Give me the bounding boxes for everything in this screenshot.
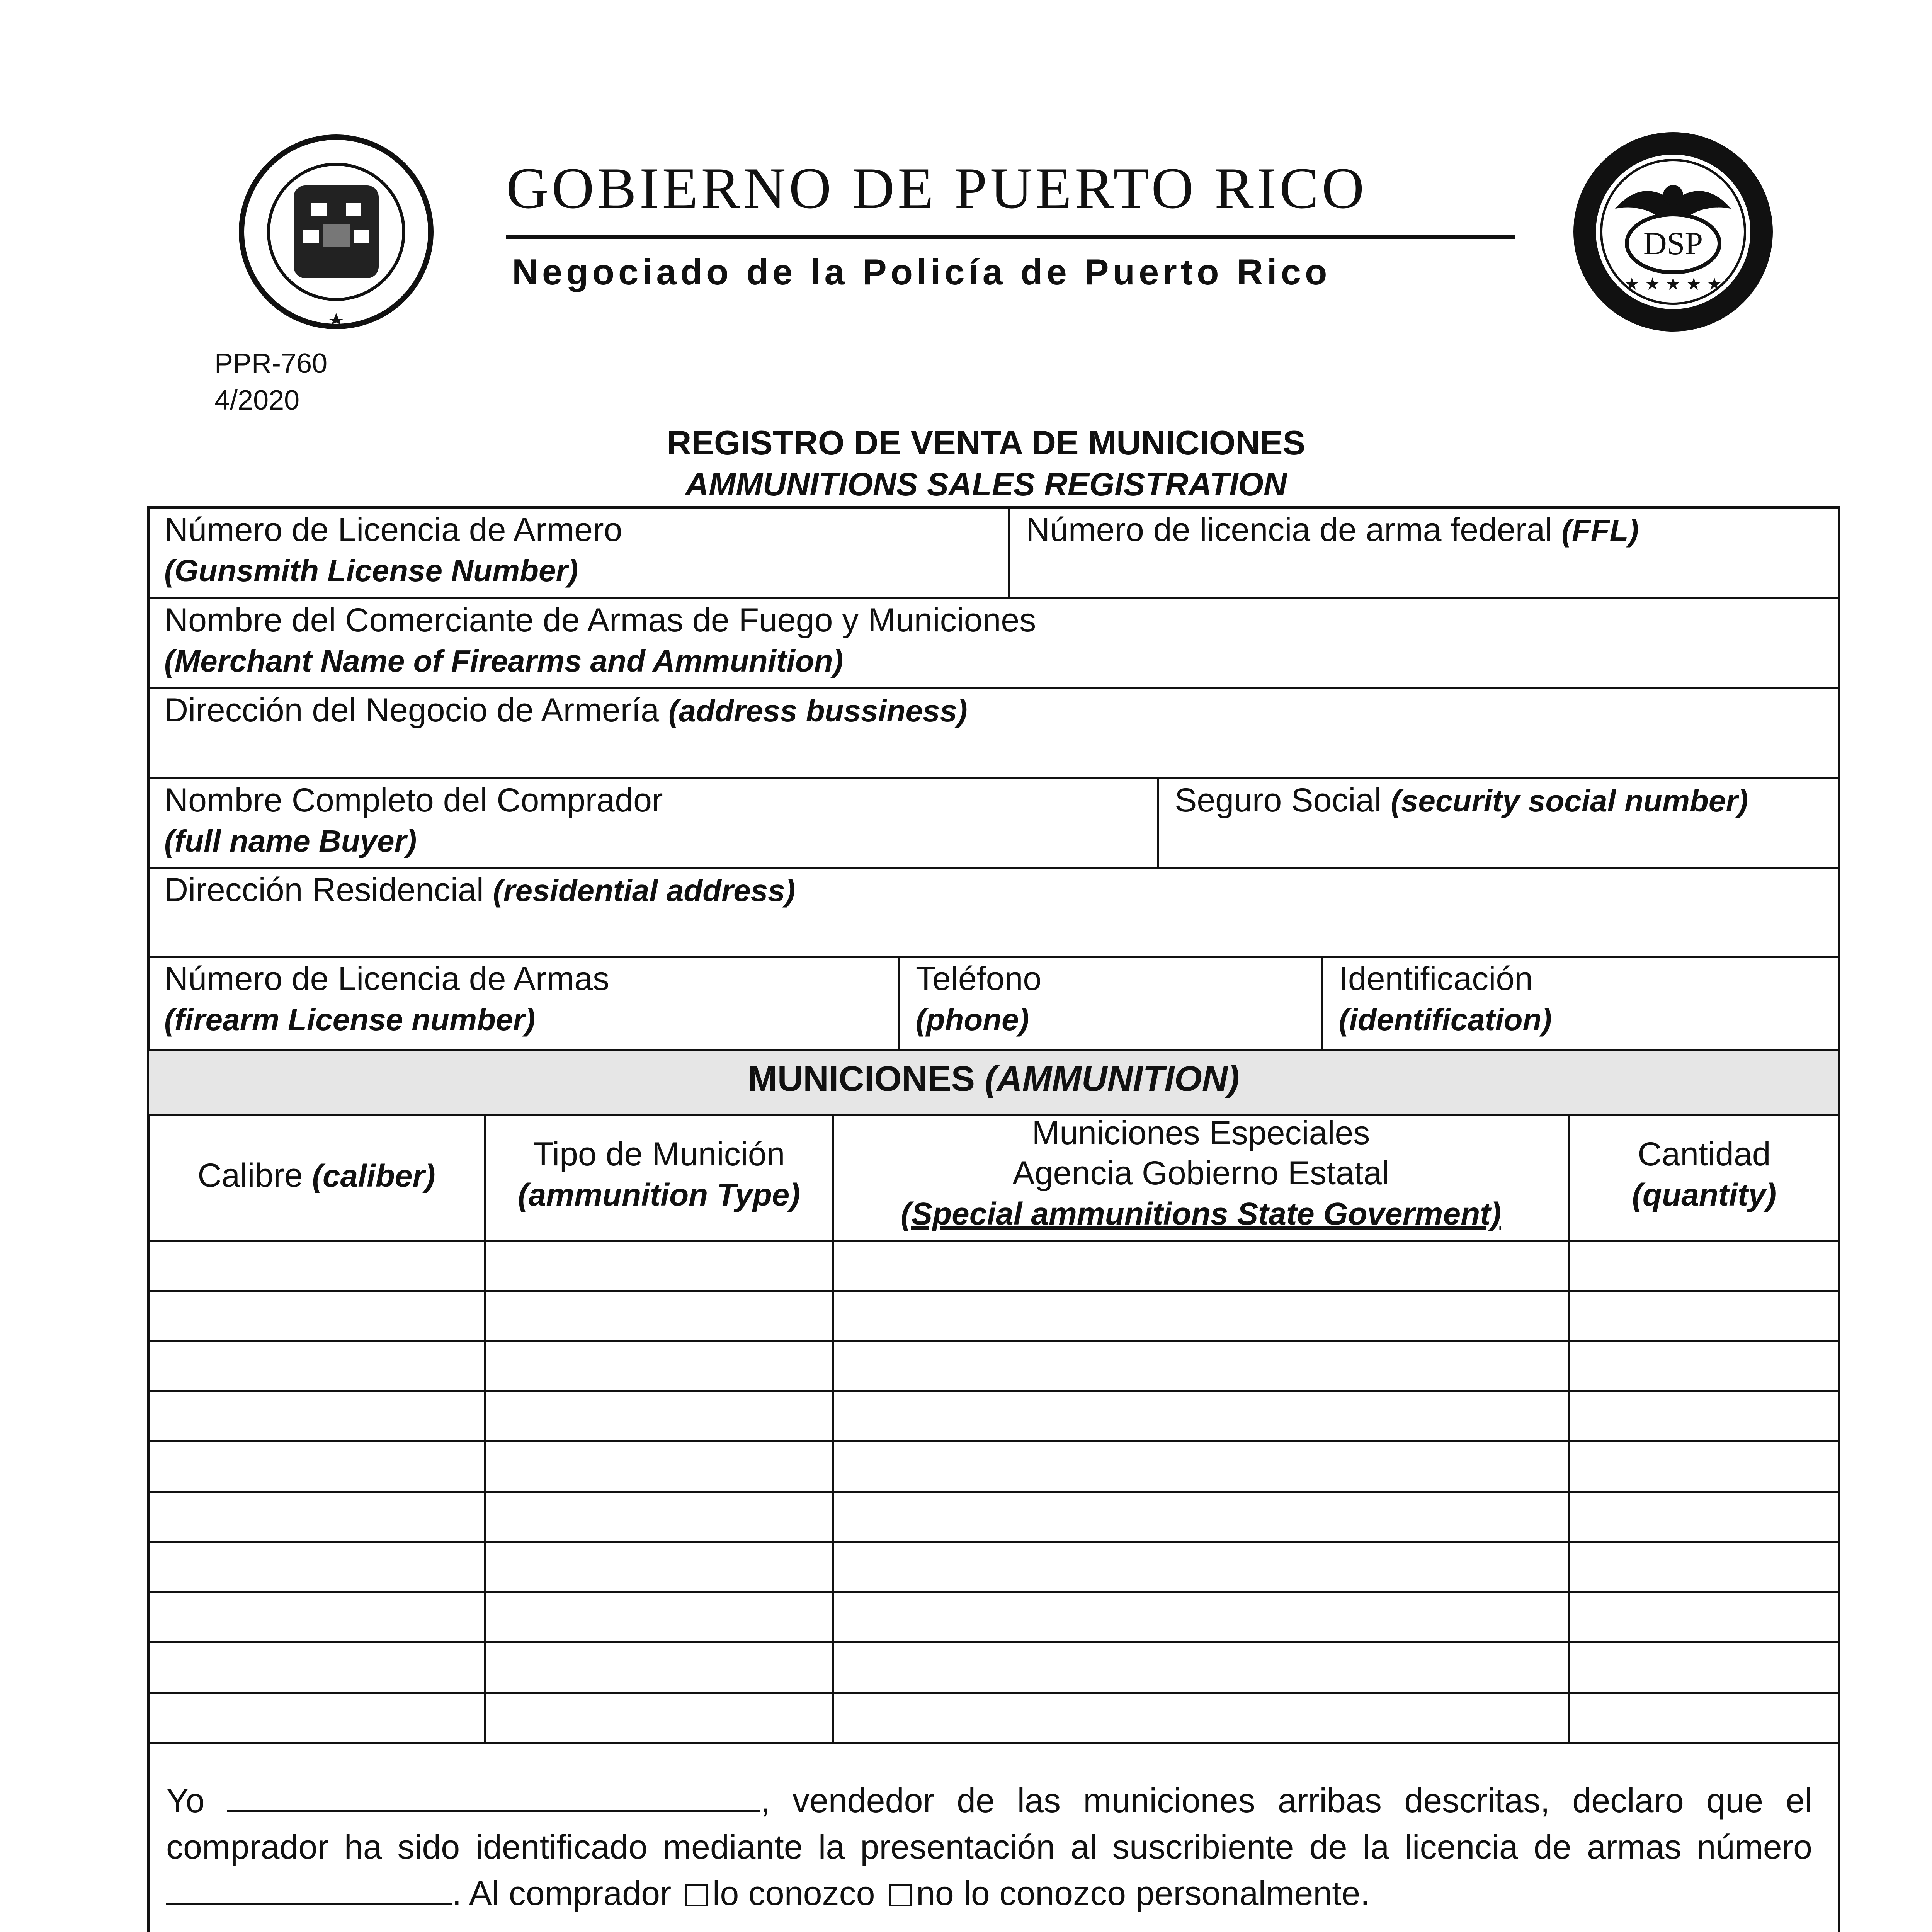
ammo-row-line <box>147 1440 1840 1442</box>
ammo-row-line <box>147 1591 1840 1593</box>
gunsmith-license-field[interactable]: Número de Licencia de Armero (Gunsmith License Number) <box>164 511 622 588</box>
ammo-row-line <box>147 1390 1840 1392</box>
seller-name-blank[interactable] <box>227 1779 760 1812</box>
declaration-spanish: Yo , vendedor de las municiones arribas descritas, declaro que el comprador ha sido identificado mediante la presentación al suscribiente de la licencia de armas número . Al comprador lo conozco no lo conozco personalmente. <box>166 1777 1812 1917</box>
form-code: PPR-760 <box>214 348 328 379</box>
form-subtitle: AMMUNITIONS SALES REGISTRATION <box>685 466 1287 502</box>
residential-address-field[interactable]: Dirección Residencial (residential address) <box>164 871 796 908</box>
col-divider <box>1157 777 1159 867</box>
identification-field[interactable]: Identificación (identification) <box>1339 960 1552 1037</box>
row-divider <box>147 1240 1840 1242</box>
dsp-seal-text: DSP <box>1643 226 1703 262</box>
row-divider <box>147 687 1840 689</box>
ammo-row-line <box>147 1340 1840 1342</box>
row-divider <box>147 867 1840 869</box>
ammo-row-line <box>147 1742 1840 1744</box>
buyer-full-name-field[interactable]: Nombre Completo del Comprador (full name Buyer) <box>164 782 663 858</box>
row-divider <box>147 777 1840 779</box>
col-divider <box>1321 956 1323 1050</box>
col-divider <box>1008 506 1010 598</box>
ffl-license-field[interactable]: Número de licencia de arma federal (FFL) <box>1026 511 1639 548</box>
business-address-field[interactable]: Dirección del Negocio de Armería (address bussiness) <box>164 692 968 729</box>
form-revision-date: 4/2020 <box>214 385 300 416</box>
social-security-field[interactable]: Seguro Social (security social number) <box>1175 782 1748 819</box>
ammo-row-line <box>147 1692 1840 1694</box>
form-title: REGISTRO DE VENTA DE MUNICIONES <box>667 423 1306 462</box>
caliber-column-header: Calibre (caliber) <box>197 1157 435 1194</box>
know-buyer-checkbox[interactable] <box>685 1884 708 1906</box>
dont-know-buyer-checkbox[interactable] <box>889 1884 912 1906</box>
row-divider <box>147 597 1840 599</box>
header-divider <box>506 235 1515 239</box>
merchant-name-field[interactable]: Nombre del Comerciante de Armas de Fuego y Municiones (Merchant Name of Firearms and Ammunition) <box>164 602 1036 678</box>
ammo-row-line <box>147 1541 1840 1543</box>
puerto-rico-seal-logo <box>213 131 460 332</box>
ammo-row-line <box>147 1491 1840 1493</box>
ammo-type-column-header: Tipo de Munición (ammunition Type) <box>518 1136 800 1213</box>
ammunition-section-title: MUNICIONES (AMMUNITION) <box>748 1059 1240 1099</box>
government-title: GOBIERNO DE PUERTO RICO <box>506 156 1367 221</box>
phone-field[interactable]: Teléfono (phone) <box>916 960 1042 1037</box>
dsp-seal-logo <box>1542 128 1804 336</box>
svg-text:★ ★ ★ ★ ★: ★ ★ ★ ★ ★ <box>1624 274 1722 294</box>
ammo-row-line <box>147 1641 1840 1643</box>
firearm-license-field[interactable]: Número de Licencia de Armas (firearm License number) <box>164 960 610 1037</box>
ammo-row-line <box>147 1290 1840 1292</box>
quantity-column-header: Cantidad (quantity) <box>1632 1136 1777 1213</box>
agency-subtitle: Negociado de la Policía de Puerto Rico <box>512 252 1331 292</box>
license-number-blank[interactable] <box>166 1872 452 1905</box>
col-divider <box>898 956 900 1050</box>
special-ammo-column-header: Municiones Especiales Agencia Gobierno Estatal (Special ammunitions State Goverment) <box>901 1114 1501 1231</box>
